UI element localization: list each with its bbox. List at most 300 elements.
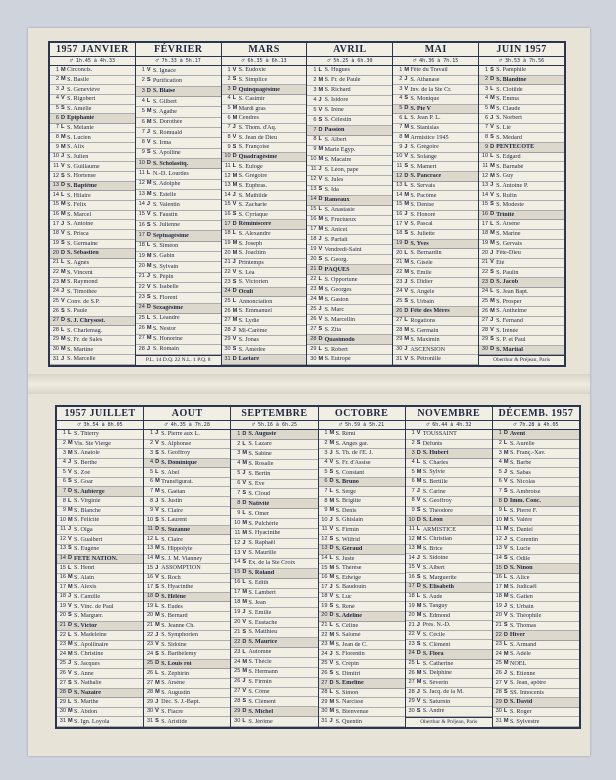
day-number: 29 [481, 336, 489, 343]
weekday-letter: S [490, 268, 494, 275]
day-number: 8 [55, 134, 59, 140]
day-row [222, 172, 307, 182]
day-row [231, 489, 317, 499]
day-number: 8 [62, 497, 66, 504]
day-list [57, 430, 143, 727]
weekday-letter: D [232, 288, 237, 295]
day-number: 17 [146, 583, 154, 590]
saint-name: S. Sabas [509, 469, 531, 476]
saint-name: S. Richard [324, 87, 351, 94]
day-row [393, 307, 478, 317]
weekday-letter: J [242, 678, 246, 685]
weekday-letter: D [242, 708, 247, 715]
day-row [479, 297, 564, 307]
day-number: 14 [310, 196, 317, 203]
day-row [307, 295, 392, 305]
weekday-letter: M [404, 201, 409, 208]
day-row [393, 240, 478, 250]
weekday-letter: M [232, 114, 238, 121]
day-row [307, 255, 392, 265]
day-row [231, 499, 317, 509]
day-row [479, 249, 564, 259]
saint-name: S. Corentin [509, 536, 539, 543]
saint-name: S. Marguer. [74, 613, 103, 620]
saint-name: S. Grégoire [238, 173, 268, 180]
day-number: 24 [234, 658, 241, 665]
saint-name: Défunts [422, 440, 443, 447]
day-row [479, 230, 564, 240]
weekday-letter: J [318, 166, 322, 173]
saint-name: S. Sabine [248, 451, 272, 458]
day-number: 2 [498, 440, 502, 447]
weekday-letter: V [404, 355, 409, 362]
weekday-letter: M [61, 76, 66, 83]
saint-name: S. Louis roi [161, 661, 192, 668]
day-row [144, 602, 230, 612]
day-row [50, 220, 135, 230]
saint-name: Rogations [410, 317, 436, 324]
weekday-letter: V [490, 259, 494, 266]
weekday-letter: L [146, 314, 151, 321]
day-number: 25 [224, 297, 231, 304]
weekday-letter: L [503, 507, 508, 514]
saint-name: Quinquagésime [238, 86, 280, 93]
day-row [479, 288, 564, 298]
day-row [393, 105, 478, 115]
saint-name: S. Odile [509, 555, 531, 562]
weekday-letter: S [155, 717, 159, 724]
day-number: 16 [234, 579, 241, 586]
month-column [136, 43, 222, 365]
saint-name: S. Euloge [238, 163, 263, 170]
saint-name: S. Charlemag. [67, 327, 103, 334]
day-row [57, 516, 143, 526]
saint-name: S. Amédée [238, 346, 266, 353]
day-row [406, 440, 492, 450]
day-row [406, 660, 492, 670]
day-row [307, 86, 392, 96]
saint-name: S. Juste [335, 555, 355, 562]
weekday-letter: S [318, 256, 323, 263]
day-row [50, 191, 135, 201]
day-row [231, 430, 317, 440]
day-row [393, 95, 478, 105]
weekday-letter: D [503, 698, 508, 705]
day-row [231, 618, 317, 628]
saint-name: S. Emma [496, 96, 519, 103]
saint-name: PENTECÔTE [496, 144, 535, 151]
saint-name: S. Apollinaire [74, 641, 109, 648]
day-row [406, 631, 492, 641]
weekday-letter: L [68, 430, 72, 437]
day-number: 29 [52, 336, 59, 343]
saint-name: S. Isabelle [152, 284, 179, 291]
day-number: 6 [399, 114, 403, 121]
weekday-letter: D [232, 85, 237, 92]
day-number: 8 [399, 134, 403, 140]
saint-name: S. Arsène [496, 221, 520, 228]
weekday-letter: M [242, 519, 248, 526]
weekday-letter: J [404, 278, 408, 285]
weekday-letter: M [61, 278, 66, 285]
weekday-letter: V [68, 669, 72, 676]
day-row [50, 143, 135, 153]
day-number: 23 [495, 641, 502, 648]
saint-name: Réminiscere [238, 221, 272, 228]
day-number: 1 [237, 430, 241, 437]
day-row [144, 487, 230, 497]
day-row [319, 669, 405, 679]
day-number: 24 [495, 650, 502, 657]
day-row [319, 602, 405, 612]
weekday-letter: J [404, 211, 408, 218]
weekday-letter: V [503, 612, 508, 619]
saint-name: S. Lazare [248, 441, 272, 448]
weekday-letter: S [318, 186, 323, 193]
day-row [50, 336, 135, 346]
day-row [136, 283, 221, 293]
day-row [222, 336, 307, 346]
saint-name: S. Rémi [335, 431, 356, 438]
day-number: 23 [59, 641, 66, 648]
saint-name: S. Eudoxie [238, 67, 266, 74]
day-row [136, 118, 221, 128]
day-row [231, 549, 317, 559]
day-row [222, 355, 307, 365]
day-number: 5 [150, 468, 154, 475]
day-number: 1 [399, 66, 403, 73]
day-number: 28 [234, 698, 241, 705]
saint-name: S. Scholastiq. [152, 160, 189, 167]
weekday-letter: M [68, 717, 73, 724]
day-number: 2 [399, 76, 403, 83]
saint-name: S. Jeanne Ch. [161, 622, 195, 629]
day-row [493, 535, 579, 545]
day-row [136, 221, 221, 231]
weekday-letter: L [155, 535, 159, 542]
day-row [136, 190, 221, 200]
weekday-letter: D [68, 689, 73, 696]
day-number: 9 [485, 143, 489, 150]
day-number: 5 [399, 105, 403, 112]
weekday-letter: M [68, 507, 73, 514]
day-row [57, 526, 143, 536]
day-number: 11 [53, 162, 59, 169]
day-number: 13 [59, 545, 66, 552]
weekday-letter: D [404, 172, 409, 179]
day-row [319, 516, 405, 526]
saint-name: S. Geoffroy [422, 498, 452, 505]
saint-name: S. Monique [410, 96, 440, 103]
month-sun-times: ♂ 4h.36 à 7h.15 [393, 57, 478, 66]
day-number: 23 [146, 641, 154, 648]
day-row [319, 487, 405, 497]
weekday-letter: V [242, 688, 247, 695]
saint-name: S. Rigobert [67, 96, 96, 103]
day-row [231, 658, 317, 668]
day-number: 25 [396, 297, 403, 304]
weekday-letter: M [68, 708, 73, 715]
day-row [406, 468, 492, 478]
day-number: 29 [396, 336, 403, 343]
weekday-letter: J [490, 317, 494, 324]
day-row [406, 650, 492, 660]
day-row [136, 128, 221, 138]
day-row [319, 574, 405, 584]
weekday-letter: M [329, 430, 335, 437]
day-number: 31 [224, 355, 231, 362]
day-row [479, 143, 564, 153]
day-row [479, 220, 564, 230]
weekday-letter: S [232, 346, 237, 353]
saint-name: S. Honorine [152, 336, 183, 343]
weekday-letter: S [232, 76, 237, 83]
weekday-letter: S [155, 449, 159, 456]
weekday-letter: J [318, 305, 322, 312]
day-number: 28 [408, 688, 415, 695]
day-number: 11 [310, 166, 317, 173]
day-number: 21 [481, 259, 489, 266]
weekday-letter: M [404, 191, 409, 198]
day-number: 8 [485, 134, 489, 140]
weekday-letter: M [318, 286, 324, 292]
saint-name: FÊTE NATION. [74, 555, 118, 562]
day-row [57, 574, 143, 584]
weekday-letter: M [146, 180, 152, 187]
saint-name: S. Georg. [324, 256, 348, 263]
weekday-letter: D [318, 266, 323, 273]
weekday-letter: V [318, 315, 323, 322]
day-number: 27 [52, 317, 59, 324]
day-row [50, 162, 135, 172]
day-row [231, 569, 317, 579]
day-number: 6 [498, 478, 502, 485]
day-number: 11 [147, 526, 154, 533]
saint-name: S. Macaire [324, 157, 352, 164]
saint-name: S. Jonas [238, 337, 259, 344]
day-row [222, 191, 307, 201]
day-row [50, 249, 135, 259]
weekday-letter: S [61, 172, 65, 179]
day-number: 8 [313, 136, 317, 143]
day-row [231, 519, 317, 529]
day-number: 14 [481, 191, 489, 198]
day-number: 15 [234, 569, 241, 576]
day-row [222, 211, 307, 221]
saint-name: S. Thom. d'Aq. [238, 125, 277, 132]
weekday-letter: V [232, 336, 237, 343]
saint-name: S. Prosper [496, 298, 522, 305]
day-row [307, 305, 392, 315]
weekday-letter: L [329, 555, 333, 561]
weekday-letter: M [490, 230, 495, 237]
day-list [406, 430, 492, 717]
day-row [493, 497, 579, 507]
day-row [307, 245, 392, 255]
day-row [406, 583, 492, 593]
saint-name: Armistice 1945 [410, 134, 449, 141]
day-number: 14 [59, 555, 66, 561]
weekday-letter: J [318, 236, 322, 243]
day-number: 7 [411, 487, 415, 494]
day-number: 11 [60, 526, 66, 533]
day-row [393, 355, 478, 365]
weekday-letter: J [329, 583, 333, 590]
saint-name: S. Marthe [74, 699, 99, 706]
day-number: 5 [324, 468, 328, 475]
day-number: 19 [481, 240, 489, 247]
day-number: 10 [408, 516, 415, 523]
weekday-letter: M [490, 297, 495, 304]
day-list [231, 430, 317, 727]
day-number: 13 [52, 182, 59, 189]
day-row [307, 355, 392, 365]
day-row [144, 430, 230, 440]
weekday-letter: J [232, 326, 236, 333]
saint-name: S. Anicet [324, 226, 348, 233]
day-number: 25 [138, 314, 145, 321]
day-row [493, 555, 579, 565]
saint-name: Imm. Conc. [509, 498, 541, 505]
day-row [307, 176, 392, 186]
weekday-letter: M [61, 66, 66, 73]
day-number: 18 [138, 242, 145, 249]
day-number: 13 [310, 186, 317, 193]
saint-name: S. Hermann [248, 669, 278, 676]
saint-name: S. Rosalie [248, 461, 274, 468]
saint-name: Annonciation [238, 298, 273, 305]
saint-name: S. Mamert [410, 163, 437, 170]
saint-name: Nativité [248, 500, 270, 507]
day-number: 12 [481, 172, 489, 179]
weekday-letter: S [242, 559, 247, 566]
saint-name: S. Berthe [74, 459, 98, 466]
weekday-letter: L [318, 66, 322, 73]
saint-name: S. Ignace [152, 67, 176, 74]
day-number: 25 [481, 297, 489, 304]
saint-name: S. Adeline [335, 613, 362, 620]
day-number: 3 [237, 450, 241, 457]
day-number: 11 [224, 162, 231, 169]
day-row [50, 326, 135, 336]
saint-name: S. Jules [324, 177, 344, 184]
day-number: 1 [485, 66, 489, 73]
day-row [50, 172, 135, 182]
day-row [144, 497, 230, 507]
saint-name: S. Fr. de Paule [324, 77, 361, 84]
weekday-letter: D [232, 355, 237, 362]
day-row [479, 326, 564, 336]
day-row [393, 317, 478, 327]
saint-name: S. Géraud [335, 546, 363, 553]
weekday-letter: S [318, 325, 323, 332]
day-number: 10 [321, 516, 328, 523]
day-row [231, 450, 317, 460]
day-row [50, 95, 135, 105]
saint-name: NOËL [509, 661, 527, 668]
weekday-letter: J [155, 631, 159, 638]
day-row [406, 478, 492, 488]
saint-name: Vis. Ste Vierge [74, 440, 112, 447]
weekday-letter: L [318, 345, 322, 352]
weekday-letter: S [404, 297, 409, 304]
month-footer: P.L. 14 D.Q. 22 N.L. 1 P.Q. 8 [136, 355, 221, 365]
day-row [144, 459, 230, 469]
saint-name: S. Denis [335, 507, 357, 514]
day-row [319, 689, 405, 699]
weekday-letter: L [416, 526, 421, 533]
day-number: 23 [52, 278, 59, 285]
saint-name: S. Daniel [509, 526, 533, 533]
day-row [50, 346, 135, 356]
day-row [231, 470, 317, 480]
day-number: 27 [59, 679, 66, 686]
day-number: 6 [313, 116, 317, 123]
saint-name: S. Franç.-Xav. [509, 450, 546, 457]
weekday-letter: M [404, 326, 409, 333]
day-row [231, 559, 317, 569]
day-row [222, 153, 307, 163]
weekday-letter: S [68, 679, 72, 686]
saint-name: S. René [335, 603, 355, 610]
saint-name: Conv. de S.P. [67, 298, 100, 305]
weekday-letter: D [242, 569, 247, 576]
day-row [136, 231, 221, 241]
weekday-letter: M [490, 240, 495, 247]
weekday-letter: M [68, 449, 73, 456]
day-number: 12 [146, 535, 154, 542]
saint-name: S. Salomé [335, 632, 361, 639]
day-number: 5 [55, 105, 59, 112]
day-row [393, 76, 478, 86]
day-row [57, 564, 143, 574]
saint-name: S. Eugène [74, 546, 100, 553]
weekday-letter: D [318, 126, 323, 133]
saint-name: S. Alice [509, 574, 530, 581]
day-number: 5 [141, 108, 145, 115]
saint-name: S. Cyriaque [238, 211, 268, 218]
weekday-letter: L [146, 242, 151, 249]
day-number: 1 [411, 430, 415, 437]
weekday-letter: J [155, 430, 159, 437]
day-row [307, 76, 392, 86]
day-number: 14 [495, 555, 502, 561]
weekday-letter: M [61, 211, 66, 218]
saint-name: S. Paule [67, 308, 88, 315]
day-number: 2 [141, 77, 145, 84]
weekday-letter: L [232, 95, 237, 102]
saint-name: S. Pascal [410, 221, 433, 228]
day-row [57, 497, 143, 507]
day-number: 29 [59, 698, 66, 705]
saint-name: S. Eustache [248, 619, 278, 626]
day-number: 15 [146, 564, 154, 571]
saint-name: S. Dorothée [152, 119, 183, 126]
month-column [57, 407, 144, 727]
day-number: 9 [55, 143, 59, 150]
weekday-letter: D [242, 500, 247, 506]
day-number: 23 [234, 648, 241, 655]
day-row [231, 539, 317, 549]
day-number: 16 [310, 216, 317, 223]
saint-name: S. Léa [238, 269, 255, 276]
saint-name: S. Siméon [152, 243, 179, 250]
saint-name: S. Henri [74, 565, 95, 572]
month-title: NOVEMBRE [406, 407, 492, 421]
saint-name: S. Pulchérie [248, 520, 279, 527]
saint-name: S. Marcel [67, 211, 92, 218]
weekday-letter: D [503, 631, 508, 638]
